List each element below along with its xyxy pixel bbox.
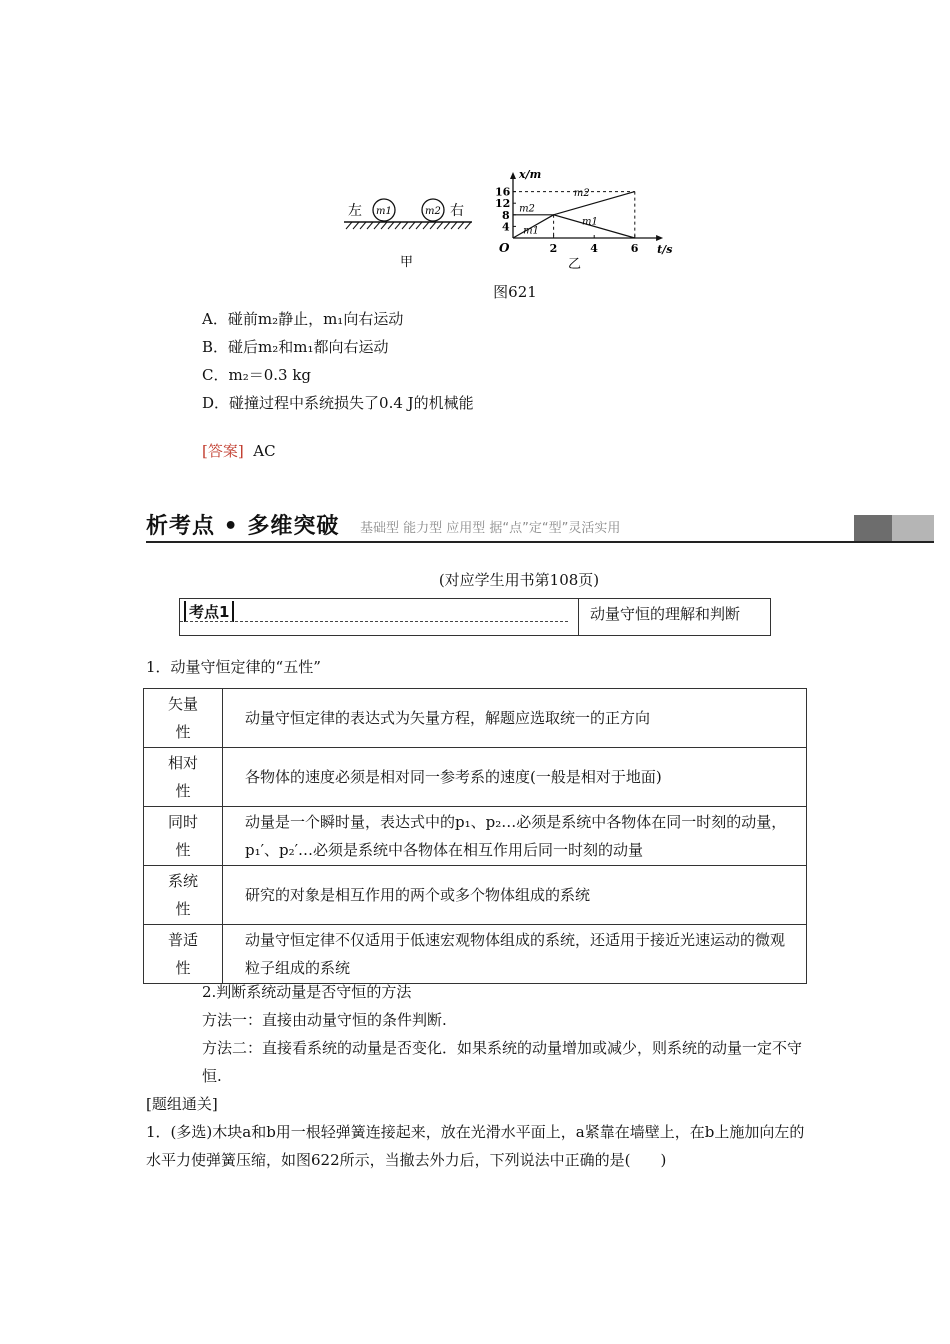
table-row	[144, 689, 807, 748]
hatch-mark	[388, 222, 394, 229]
option-letter: C．	[202, 366, 229, 384]
hatch-mark	[423, 222, 429, 229]
y-tick-label: 16	[495, 185, 511, 199]
figure-caption: 图621	[493, 283, 537, 301]
kaodian-divider	[578, 599, 579, 635]
section-heading-2: 2.判断系统动量是否守恒的方法	[202, 983, 412, 1001]
row-value: 动量是一个瞬时量，表达式中的p₁、p₂…必须是系统中各物体在同一时刻的动量，p₁′、p₂′…必须是系统中各物体在相互作用后同一时刻的动量	[223, 807, 807, 866]
section-heading-1: 1．动量守恒定律的“五性”	[146, 658, 321, 676]
origin-label: O	[499, 241, 510, 255]
series-annotation: m2	[573, 188, 590, 200]
option-c	[202, 364, 311, 385]
row-value: 动量守恒定律的表达式为矢量方程，解题应选取统一的正方向	[223, 689, 807, 748]
answer-value: AC	[253, 442, 276, 460]
hatch-mark	[402, 222, 408, 229]
hatch-mark	[430, 222, 436, 229]
method-one: 方法一：直接由动量守恒的条件判断.	[202, 1011, 447, 1029]
ball-m1-label: m1	[376, 206, 392, 217]
y-tick-label: 12	[495, 197, 511, 211]
banner-subtitle: 基础型 能力型 应用型 据“点”定“型”灵活实用	[360, 521, 621, 536]
hatch-mark	[409, 222, 415, 229]
banner-decor-light	[892, 515, 934, 541]
row-value: 各物体的速度必须是相对同一参考系的速度(一般是相对于地面)	[223, 748, 807, 807]
kaodian-label: 考点1	[184, 601, 234, 622]
kaodian-title: 动量守恒的理解和判断	[590, 605, 741, 623]
y-tick-label: 4	[502, 220, 510, 234]
option-d	[202, 392, 474, 413]
method-two: 方法二：直接看系统的动量是否变化．如果系统的动量增加或减少，则系统的动量一定不守恒.	[202, 1039, 803, 1085]
hatch-mark	[444, 222, 450, 229]
row-key: 相对 性	[144, 748, 223, 807]
ball-m2-label: m2	[425, 206, 441, 217]
row-value: 动量守恒定律不仅适用于低速宏观物体组成的系统，还适用于接近光速运动的微观粒子组成的系统	[223, 925, 807, 984]
row-key: 同时 性	[144, 807, 223, 866]
hatch-mark	[451, 222, 457, 229]
answer-tag: [答案]	[202, 442, 244, 460]
option-text: 碰后m₂和m₁都向右运动	[228, 338, 389, 356]
hatch-mark	[346, 222, 352, 229]
option-text: m₂＝0.3 kg	[228, 366, 312, 384]
wuxing-table	[143, 688, 807, 984]
x-tick-label: 6	[630, 242, 639, 255]
series-annotation: m2	[519, 203, 535, 215]
x-tick-label: 2	[549, 242, 558, 255]
banner-rule	[146, 541, 934, 543]
section-banner	[146, 509, 934, 543]
option-a	[202, 308, 403, 329]
sub-label-b: 乙	[568, 257, 582, 272]
hatch-mark	[381, 222, 387, 229]
question-1: 1．(多选)木块a和b用一根轻弹簧连接起来，放在光滑水平面上，a紧靠在墙壁上，在b上施加向左的水平力使弹簧压缩，如图622所示，当撤去外力后，下列说法中正确的是( )	[146, 1123, 805, 1169]
hatch-mark	[458, 222, 464, 229]
row-key: 矢量 性	[144, 689, 223, 748]
option-letter: B．	[202, 338, 229, 356]
option-text: 碰前m₂静止，m₁向右运动	[227, 310, 404, 328]
option-b	[202, 336, 389, 357]
xt-chart	[495, 168, 672, 256]
hatch-mark	[395, 222, 401, 229]
sub-label-a: 甲	[400, 255, 414, 270]
hatch-mark	[360, 222, 366, 229]
table-row	[144, 807, 807, 866]
option-letter: A．	[202, 310, 228, 328]
x-axis-label: t/s	[657, 243, 673, 256]
answer	[202, 440, 276, 461]
y-tick-label: 8	[502, 208, 510, 222]
book-reference: (对应学生用书第108页)	[438, 571, 600, 589]
tizu-heading: [题组通关]	[146, 1095, 218, 1113]
ground-hatch	[346, 222, 471, 229]
x-tick-label: 4	[590, 242, 598, 255]
kaodian-box	[179, 598, 771, 636]
table-row	[144, 866, 807, 925]
hatch-mark	[465, 222, 471, 229]
hatch-mark	[416, 222, 422, 229]
figure-621	[340, 125, 700, 285]
option-letter: D．	[202, 394, 230, 412]
hatch-mark	[367, 222, 373, 229]
y-axis-arrow-icon	[510, 172, 516, 179]
y-axis-label: x/m	[519, 168, 542, 181]
hatch-mark	[374, 222, 380, 229]
banner-title: 析考点 • 多维突破	[146, 514, 340, 539]
row-key: 普适 性	[144, 925, 223, 984]
left-label: 左	[348, 203, 362, 219]
right-label: 右	[450, 203, 464, 219]
hatch-mark	[437, 222, 443, 229]
x-axis-arrow-icon	[656, 235, 663, 241]
table-row	[144, 925, 807, 984]
banner-decor-dark	[854, 515, 892, 541]
row-value: 研究的对象是相互作用的两个或多个物体组成的系统	[223, 866, 807, 925]
row-key: 系统 性	[144, 866, 223, 925]
option-text: 碰撞过程中系统损失了0.4 J的机械能	[229, 394, 474, 412]
kaodian-dash	[180, 621, 568, 622]
series-annotation: m1	[582, 216, 598, 228]
table-row	[144, 748, 807, 807]
series-annotation: m1	[523, 225, 540, 237]
hatch-mark	[353, 222, 359, 229]
figure-svg	[340, 125, 700, 285]
